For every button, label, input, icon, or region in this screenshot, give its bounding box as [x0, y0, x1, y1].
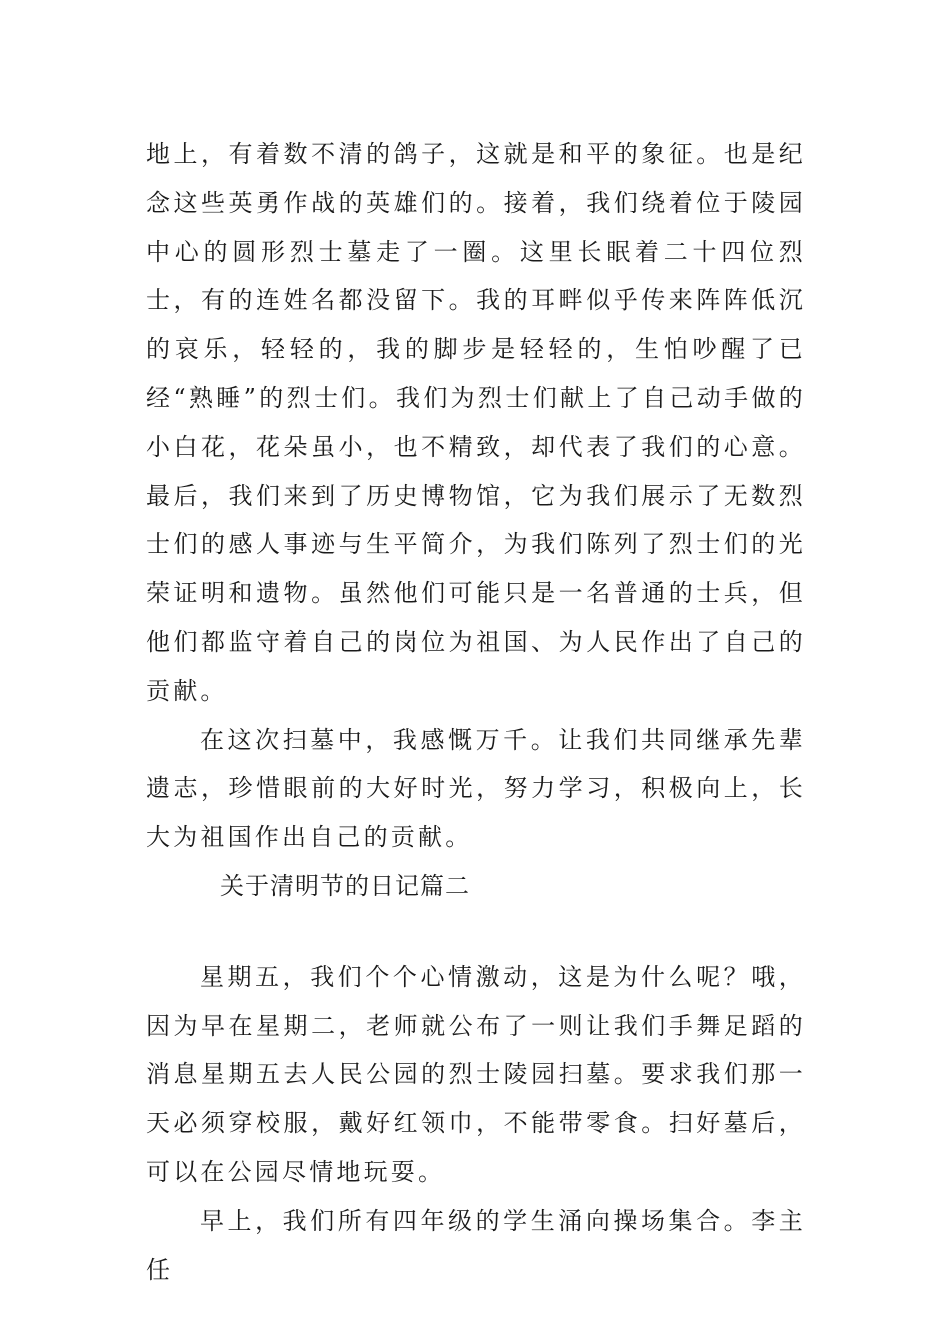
paragraph-friday: 星期五，我们个个心情激动，这是为什么呢？哦，因为早在星期二，老师就公布了一则让我们手舞足蹈的消息星期五去人民公园的烈士陵园扫墓。要求我们那一天必须穿校服，戴好红领巾，不能带零食。扫好墓后，可以在公园尽情地玩耍。	[146, 962, 806, 1186]
section-spacer	[146, 911, 806, 953]
paragraph-conclusion: 在这次扫墓中，我感慨万千。让我们共同继承先辈遗志，珍惜眼前的大好时光，努力学习，积极向上，长大为祖国作出自己的贡献。	[146, 725, 806, 852]
paragraph-morning: 早上，我们所有四年级的学生涌向操场集合。李主任	[146, 1206, 806, 1284]
document-body	[146, 130, 806, 1294]
paragraph-continued: 地上，有着数不清的鸽子，这就是和平的象征。也是纪念这些英勇作战的英雄们的。接着，我们绕着位于陵园中心的圆形烈士墓走了一圈。这里长眠着二十四位烈士，有的连姓名都没留下。我的耳畔似乎传来阵阵低沉的哀乐，轻轻的，我的脚步是轻轻的，生怕吵醒了已经“熟睡”的烈士们。我们为烈士们献上了自己动手做的小白花，花朵虽小，也不精致，却代表了我们的心意。最后，我们来到了历史博物馆，它为我们展示了无数烈士们的感人事迹与生平简介，为我们陈列了烈士们的光荣证明和遗物。虽然他们可能只是一名普通的士兵，但他们都监守着自己的岗位为祖国、为人民作出了自己的贡献。	[146, 140, 806, 705]
section-heading: 关于清明节的日记篇二	[220, 871, 470, 900]
